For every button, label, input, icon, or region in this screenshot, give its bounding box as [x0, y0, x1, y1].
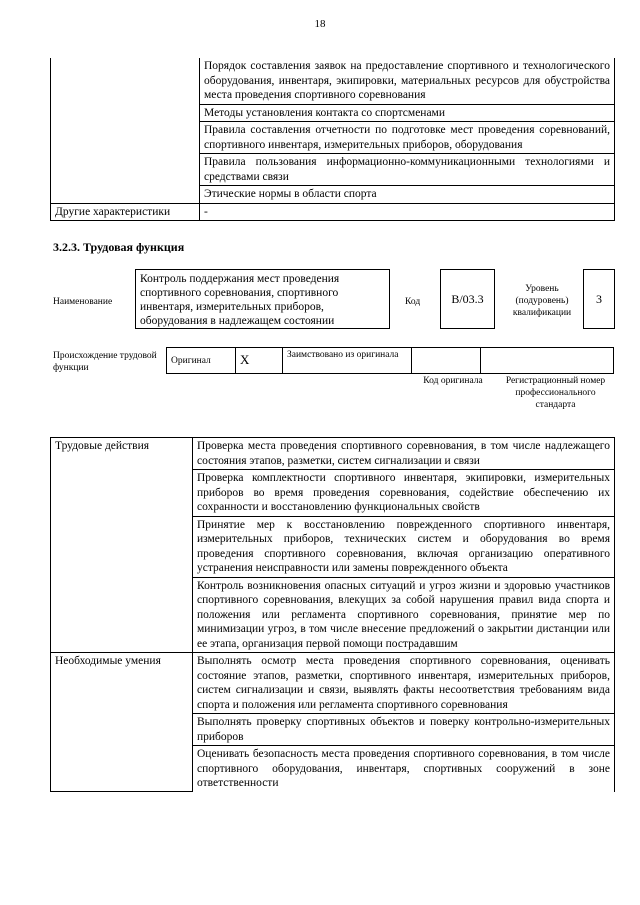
code-original-caption: Код оригинала	[423, 376, 483, 386]
labor-actions-label: Трудовые действия	[51, 438, 193, 653]
knowledge-item: Методы установления контакта со спортсменами	[200, 104, 615, 122]
original-label: Оригинал	[167, 348, 236, 374]
function-name-value: Контроль поддержания мест проведения спортивного соревнования, спортивного инвентаря, измерительных приборов, оборудования в надлежащем состоянии	[135, 269, 390, 329]
knowledge-item: Правила составления отчетности по подготовке мест проведения соревнований, спортивного инвентаря, измерительных приборов, оборудования	[200, 122, 615, 154]
page-number: 18	[314, 18, 326, 30]
name-label: Наименование	[53, 297, 113, 307]
labor-action-item: Проверка комплектности спортивного инвентаря, экипировки, измерительных приборов во время проведения соревнования, содействие обеспечению их сохранности и восстановлению функциональных свойств	[193, 470, 615, 517]
knowledge-item: Правила пользования информационно-коммуникационными технологиями и средствами связи	[200, 154, 615, 186]
origin-label: Происхождение трудовой функции	[53, 351, 157, 373]
code-label: Код	[405, 297, 421, 307]
skill-item: Выполнять осмотр места проведения спортивного соревнования, оценивать состояние этапов, разметки, спортивного инвентаря, измерительных приборов, систем сигнализации и связи, выявлять факты несоответствия требованиям вида спорта и положения или регламента спортивного соревнования	[193, 653, 615, 714]
reg-number-cell	[481, 348, 614, 374]
section-title: 3.2.3. Трудовая функция	[53, 240, 185, 254]
labor-action-item: Контроль возникновения опасных ситуаций и угроз жизни и здоровью участников спортивного соревнования, влекущих за собой нарушения правил вида спорта и положения или регламента спортивного соревнования, принятие мер по минимизации угроз, в том числе внесение предложений о закрытии дистанции или ее этапа, организация первой помощи пострадавшим	[193, 577, 615, 653]
code-original-cell	[412, 348, 481, 374]
origin-table	[166, 347, 614, 374]
labor-action-item: Принятие мер к восстановлению поврежденного спортивного инвентаря, измерительных приборов, технических систем и оборудования во время проведения спортивного соревнования, включая организацию оперативного устранения неисправности или замены поврежденного объекта	[193, 516, 615, 577]
borrowed-label: Заимствовано из оригинала	[283, 348, 412, 374]
continued-knowledge-table	[50, 58, 615, 221]
other-characteristics-label: Другие характеристики	[51, 203, 200, 221]
other-characteristics-value: -	[200, 203, 615, 221]
reg-number-caption: Регистрационный номер профессионального стандарта	[505, 376, 606, 410]
knowledge-label-cell	[51, 58, 200, 203]
function-code-value: B/03.3	[440, 269, 495, 329]
skill-item: Оценивать безопасность места проведения спортивного соревнования, в том числе спортивного оборудования, инвентаря, спортивных сооружений в зоне ответственности	[193, 746, 615, 792]
labor-function-table	[50, 437, 615, 792]
labor-action-item: Проверка места проведения спортивного соревнования, в том числе надлежащего состояния этапов, разметки, систем сигнализации и связи	[193, 438, 615, 470]
qualification-level-label: Уровень (подуровень) квалификации	[512, 284, 572, 318]
qualification-level-value: 3	[583, 269, 615, 329]
skill-item: Выполнять проверку спортивных объектов и поверку контрольно-измерительных приборов	[193, 714, 615, 746]
skills-label: Необходимые умения	[51, 653, 193, 792]
knowledge-item: Этические нормы в области спорта	[200, 186, 615, 204]
original-mark: X	[236, 348, 283, 374]
knowledge-item: Порядок составления заявок на предоставление спортивного и технологического оборудования, инвентаря, экипировки, материальных ресурсов для обустройства места проведения спортивного соревнования	[200, 58, 615, 104]
